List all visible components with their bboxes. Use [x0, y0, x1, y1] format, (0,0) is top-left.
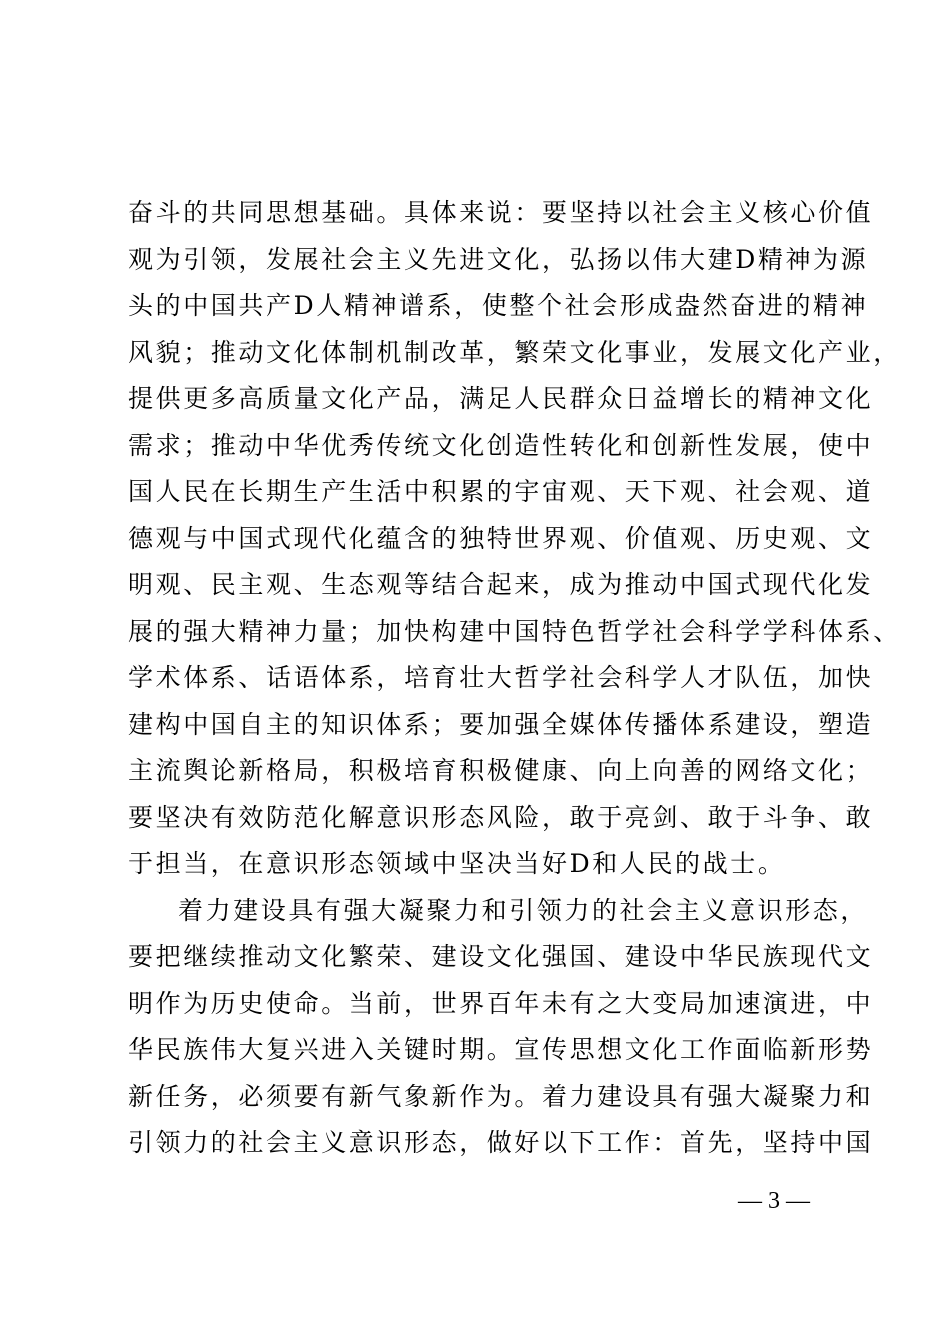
text-line: 华民族伟大复兴进入关键时期。宣传思想文化工作面临新形势 [128, 1035, 874, 1064]
text-line: 新任务，必须要有新气象新作为。着力建设具有强大凝聚力和 [128, 1081, 874, 1111]
text-line: 建构中国自主的知识体系；要加强全媒体传播体系建设，塑造 [128, 709, 874, 739]
text-line: 引领力的社会主义意识形态，做好以下工作：首先，坚持中国 [128, 1128, 874, 1157]
text-line: 主流舆论新格局，积极培育积极健康、向上向善的网络文化； [128, 756, 874, 785]
text-line: 需求；推动中华优秀传统文化创造性转化和创新性发展，使中 [128, 430, 874, 460]
text-line: 明作为历史使命。当前，世界百年未有之大变局加速演进，中 [128, 988, 874, 1018]
paragraph-start-line: 着力建设具有强大凝聚力和引领力的社会主义意识形态， [178, 895, 869, 925]
text-line: 头的中国共产D人精神谱系，使整个社会形成盎然奋进的精神 [128, 291, 869, 320]
text-line: 于担当，在意识形态领域中坚决当好D和人民的战士。 [128, 849, 786, 878]
text-line: 要把继续推动文化繁荣、建设文化强国、建设中华民族现代文 [128, 942, 874, 971]
text-line: 奋斗的共同思想基础。具体来说：要坚持以社会主义核心价值 [128, 198, 874, 227]
body-text [128, 190, 901, 1167]
text-line: 风貌；推动文化体制机制改革，繁荣文化事业，发展文化产业， [128, 337, 901, 367]
text-line: 要坚决有效防范化解意识形态风险，敢于亮剑、敢于斗争、敢 [128, 802, 874, 832]
text-line: 展的强大精神力量；加快构建中国特色哲学社会科学学科体系、 [128, 616, 901, 646]
text-line: 明观、民主观、生态观等结合起来，成为推动中国式现代化发 [128, 570, 874, 599]
page-number: — 3 — [738, 1188, 810, 1214]
text-line: 观为引领，发展社会主义先进文化，弘扬以伟大建D精神为源 [128, 244, 869, 274]
text-line: 学术体系、话语体系，培育壮大哲学社会科学人才队伍，加快 [128, 663, 874, 692]
text-line: 国人民在长期生产生活中积累的宇宙观、天下观、社会观、道 [128, 477, 874, 506]
text-line: 提供更多高质量文化产品，满足人民群众日益增长的精神文化 [128, 384, 874, 413]
text-line: 德观与中国式现代化蕴含的独特世界观、价值观、历史观、文 [128, 523, 874, 553]
